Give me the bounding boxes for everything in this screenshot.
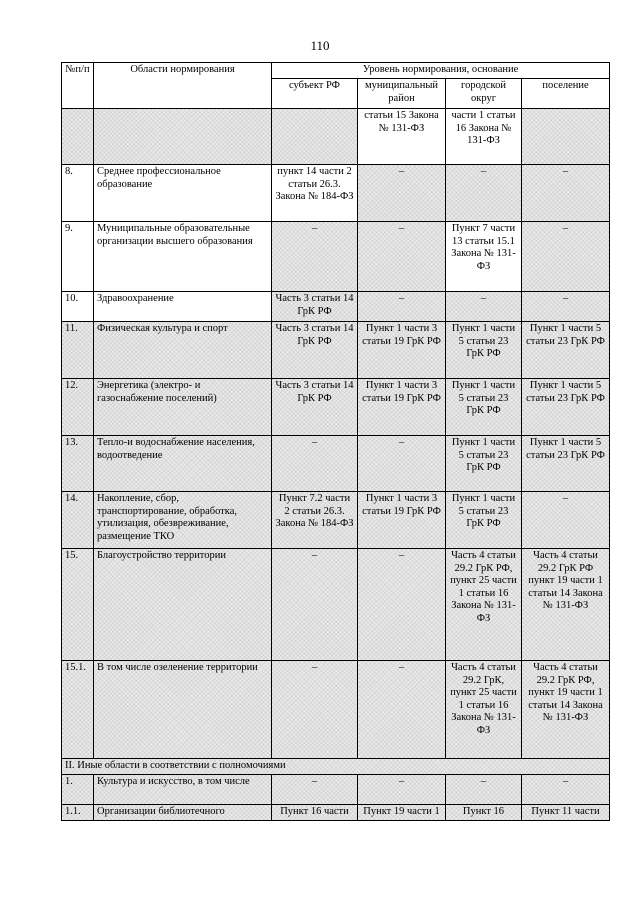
table-row: 15.1. В том числе озеленение территории – – Часть 4 статьи 29.2 ГрК, пункт 25 части 1 статьи 16 Закона № 131-ФЗ Часть 4 статьи 29.2 ГрК РФ, пункт 19 части 1 статьи 14 Закона № 131-ФЗ (62, 661, 610, 759)
cell-okrug: части 1 статьи 16 Закона № 131-ФЗ (446, 109, 522, 165)
table-row: 1.1. Организации библиотечного Пункт 16 части Пункт 19 части 1 Пункт 16 Пункт 11 части (62, 805, 610, 821)
header-okrug: городской округ (446, 79, 522, 109)
cell-district: статьи 15 Закона № 131-ФЗ (358, 109, 446, 165)
table-row (62, 109, 610, 165)
header-district: муниципальный район (358, 79, 446, 109)
table-row: 8. Среднее профессиональное образование пункт 14 части 2 статьи 26.3. Закона № 184-ФЗ – – – (62, 165, 610, 222)
table-row: 9. Муниципальные образовательные организации высшего образования – – Пункт 7 части 13 статьи 15.1 Закона № 131-ФЗ – (62, 222, 610, 292)
normalization-table (61, 62, 610, 821)
header-level: Уровень нормирования, основание (272, 63, 610, 79)
table-row: 12. Энергетика (электро- и газоснабжение поселений) Часть 3 статьи 14 ГрК РФ Пункт 1 части 3 статьи 19 ГрК РФ Пункт 1 части 5 статьи 23 ГрК РФ Пункт 1 части 5 статьи 23 ГрК РФ (62, 379, 610, 436)
header-area: Области нормирования (94, 63, 272, 109)
table-row: 1. Культура и искусство, в том числе – – – – (62, 775, 610, 805)
header-settlement: поселение (522, 79, 610, 109)
table-row: 15. Благоустройство территории – – Часть 4 статьи 29.2 ГрК РФ, пункт 25 части 1 статьи 16 Закона № 131-ФЗ Часть 4 статьи 29.2 ГрК РФ пункт 19 части 1 статьи 14 Закона № 131-ФЗ (62, 549, 610, 661)
header-num: №п/п (62, 63, 94, 109)
header-subject: субъект РФ (272, 79, 358, 109)
table-row: 11. Физическая культура и спорт Часть 3 статьи 14 ГрК РФ Пункт 1 части 3 статьи 19 ГрК РФ Пункт 1 части 5 статьи 23 ГрК РФ Пункт 1 части 5 статьи 23 ГрК РФ (62, 322, 610, 379)
section-title: II. Иные области в соответствии с полномочиями (62, 759, 610, 775)
page-number: 110 (310, 38, 330, 53)
table-row: 10. Здравоохранение Часть 3 статьи 14 ГрК РФ – – – (62, 292, 610, 322)
table-row: 13. Тепло-и водоснабжение населения, водоотведение – – Пункт 1 части 5 статьи 23 ГрК РФ Пункт 1 части 5 статьи 23 ГрК РФ (62, 436, 610, 492)
section-row (62, 759, 610, 775)
table-row: 14. Накопление, сбор, транспортирование, обработка, утилизация, обезвреживание, размещение ТКО Пункт 7.2 части 2 статьи 26.3. Закона № 184-ФЗ Пункт 1 части 3 статьи 19 ГрК РФ Пункт 1 части 5 статьи 23 ГрК РФ – (62, 492, 610, 549)
